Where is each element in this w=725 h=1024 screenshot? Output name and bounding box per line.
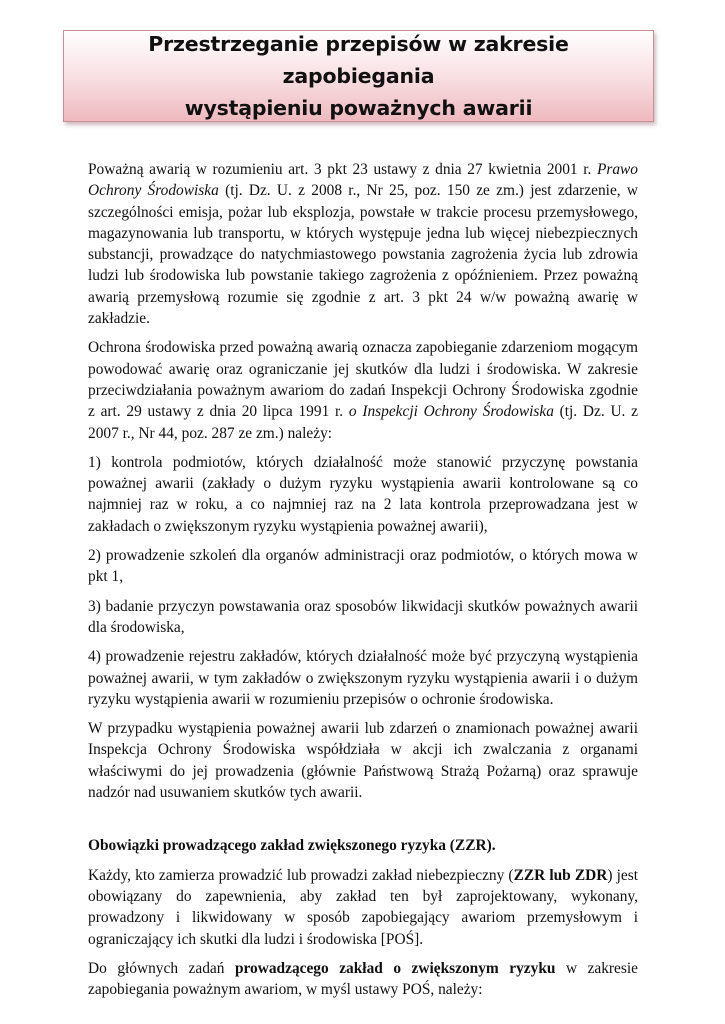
title-line-1: Przestrzeganie przepisów w zakresie zapobiegania [148, 32, 569, 88]
text-run: Każdy, kto zamierza prowadzić lub prowadzi zakład niebezpieczny ( [88, 866, 514, 884]
title-line-2: wystąpieniu poważnych awarii [184, 96, 533, 120]
bold-text: prowadzącego zakład o zwiększonym ryzyku [234, 959, 556, 977]
italic-text: Prawo Ochrony Środowiska [88, 161, 638, 200]
title-banner [63, 30, 654, 122]
body-paragraph [88, 718, 638, 803]
body-paragraph [88, 159, 638, 329]
body-paragraph [88, 452, 638, 537]
body-paragraph [88, 596, 638, 639]
text-run: 2) prowadzenie szkoleń dla organów administracji oraz podmiotów, o których mowa w pkt 1, [88, 547, 638, 586]
page-title [64, 28, 653, 124]
bold-text: ZZR lub ZDR [513, 866, 608, 884]
body-paragraph [88, 835, 638, 856]
text-run: 3) badanie przyczyn powstawania oraz sposobów likwidacji skutków poważnych awarii dla środowiska, [88, 597, 638, 636]
text-run: Ochrona środowiska przed poważną awarią oznacza zapobieganie zdarzeniom mogącym powodować awarię oraz ograniczanie jej skutków dla ludzi i środowiska. W zakresie przeciwdziałania poważnym awariom do zadań Inspekcji Ochrony Środowiska zgodnie z art. 29 ustawy z dnia 20 lipca 1991 r. [88, 339, 638, 421]
text-run: ) jest obowiązany do zapewnienia, aby zakład ten był zaprojektowany, wykonany, prowadzony i likwidowany w sposób zapobiegający awariom przemysłowym i ograniczający ich skutki dla ludzi i środowiska [POŚ]. [88, 866, 638, 948]
italic-text: o Inspekcji Ochrony Środowiska [348, 403, 554, 421]
body-paragraph [88, 865, 638, 950]
text-run: w zakresie zapobiegania poważnym awariom, w myśl ustawy POŚ, należy: [88, 959, 638, 999]
body-paragraph [88, 337, 638, 443]
text-run: Do głównych zadań [88, 959, 235, 977]
text-run: W przypadku wystąpienia poważnej awarii lub zdarzeń o znamionach poważnej awarii Inspekcja Ochrony Środowiska współdziała w akcji ich zwalczania z organami właściwymi do jej prowadzenia (głównie Państwową Strażą Pożarną) oraz sprawuje nadzór nad usuwaniem skutków tych awarii. [88, 720, 638, 802]
text-run: (tj. Dz. U. z 2007 r., Nr 44, poz. 287 ze zm.) należy: [88, 403, 638, 442]
body-paragraph [88, 958, 638, 1001]
body-paragraph [88, 646, 638, 710]
document-body [88, 159, 638, 1008]
body-paragraph [88, 545, 638, 588]
bold-text: Obowiązki prowadzącego zakład zwiększonego ryzyka (ZZR). [88, 837, 496, 855]
text-run: 1) kontrola podmiotów, których działalność może stanowić przyczynę powstania poważnej awarii (zakłady o dużym ryzyku wystąpienia awarii kontrolowane są co najmniej raz w roku, a co najmniej raz na 2 lata kontrola przeprowadzana jest w zakładach o zwiększonym ryzyku wystąpienia poważnej awarii), [88, 453, 638, 535]
text-run: (tj. Dz. U. z 2008 r., Nr 25, poz. 150 ze zm.) jest zdarzenie, w szczególności emisja, pożar lub eksplozja, powstałe w trakcie procesu przemysłowego, magazynowania lub transportu, w których występuje jedna lub więcej niebezpiecznych substancji, prowadzące do natychmiastowego powstania zagrożenia życia lub zdrowia ludzi lub środowiska lub powstanie takiego zagrożenia z opóźnieniem. Przez poważną awarią przemysłową rozumie się zgodnie z art. 3 pkt 24 w/w poważną awarię w zakładzie. [88, 182, 638, 328]
text-run: Poważną awarią w rozumieniu art. 3 pkt 23 ustawy z dnia 27 kwietnia 2001 r. [88, 161, 597, 178]
text-run: 4) prowadzenie rejestru zakładów, których działalność może być przyczyną wystąpienia poważnej awarii, w tym zakładów o zwiększonym ryzyku wystąpienia awarii i o dużym ryzyku wystąpienia awarii w rozumieniu przepisów o ochronie środowiska. [88, 648, 638, 708]
